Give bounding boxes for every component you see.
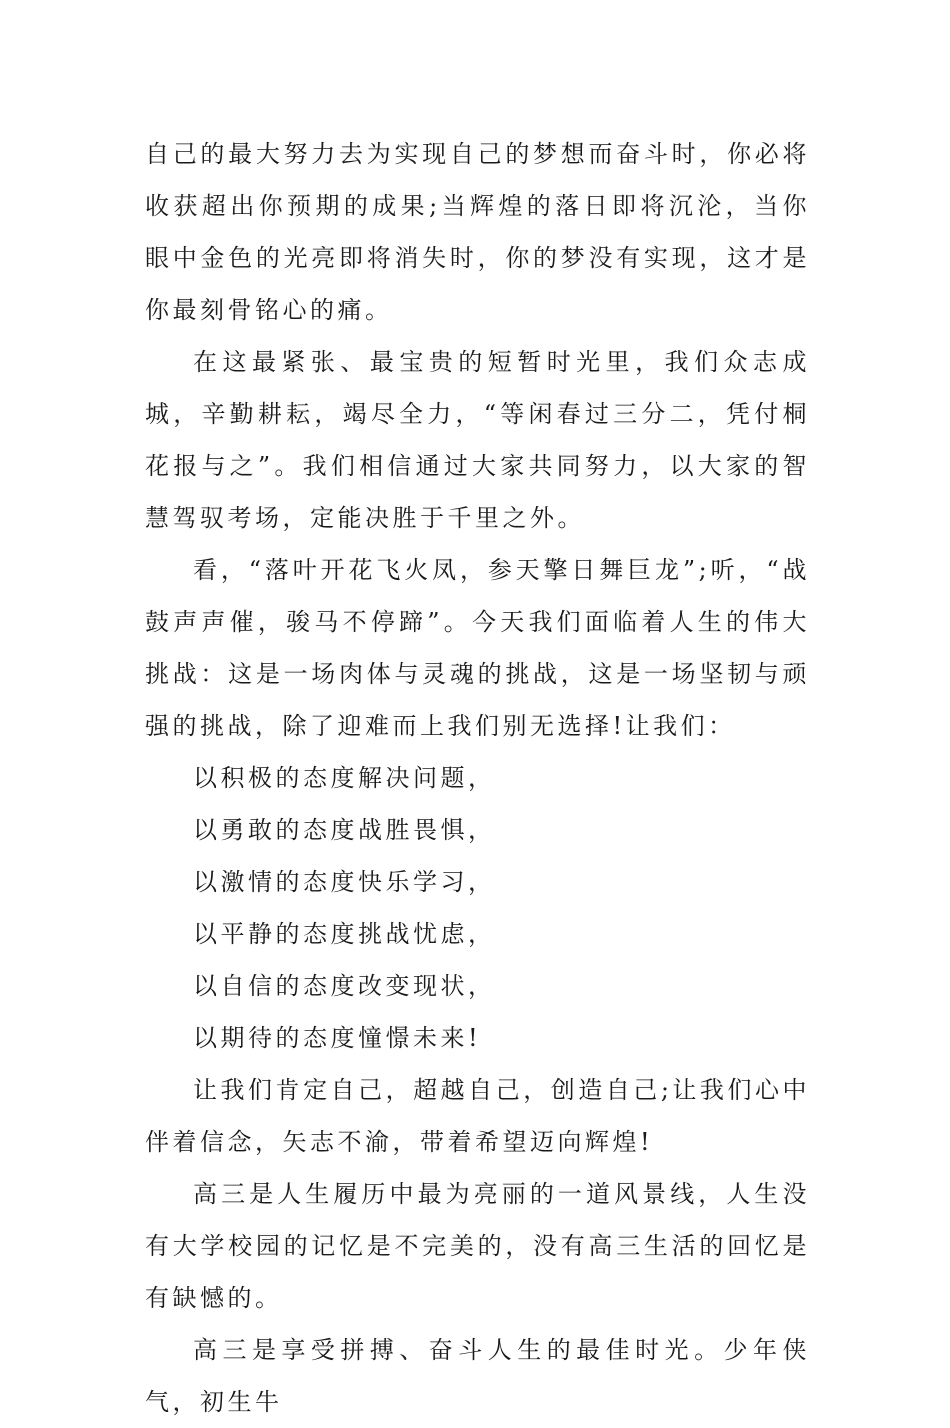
paragraph-senior-year-scenery: 高三是人生履历中最为亮丽的一道风景线，人生没有大学校园的记忆是不完美的，没有高三生活的回忆是有缺憾的。	[145, 1180, 810, 1312]
paragraph-precious-time: 在这最紧张、最宝贵的短暂时光里，我们众志成城，辛勤耕耘，竭尽全力，“等闲春过三分二，凭付桐花报与之”。我们相信通过大家共同努力，以大家的智慧驾驭考场，定能决胜于千里之外。	[145, 348, 810, 532]
list-item-brave-attitude: 以勇敢的态度战胜畏惧，	[193, 816, 496, 844]
paragraph-dream-effort: 自己的最大努力去为实现自己的梦想而奋斗时，你必将收获超出你预期的成果;当辉煌的落日即将沉沦，当你眼中金色的光亮即将消失时，你的梦没有实现，这才是你最刻骨铭心的痛。	[145, 140, 810, 324]
list-item-positive-attitude: 以积极的态度解决问题，	[193, 764, 496, 792]
paragraph-senior-year-best-time: 高三是享受拼搏、奋斗人生的最佳时光。少年侠气，初生牛	[145, 1336, 810, 1416]
paragraph-affirm-ourselves: 让我们肯定自己，超越自己，创造自己;让我们心中伴着信念，矢志不渝，带着希望迈向辉煌!	[145, 1076, 810, 1156]
list-item-confident-attitude: 以自信的态度改变现状，	[193, 972, 496, 1000]
paragraph-great-challenge: 看，“落叶开花飞火凤，参天擎日舞巨龙”;听，“战鼓声声催，骏马不停蹄”。今天我们面临着人生的伟大挑战：这是一场肉体与灵魂的挑战，这是一场坚韧与顽强的挑战，除了迎难而上我们别无选择!让我们：	[145, 556, 810, 740]
list-item-hopeful-attitude: 以期待的态度憧憬未来!	[193, 1024, 482, 1052]
list-item-calm-attitude: 以平静的态度挑战忧虑，	[193, 920, 496, 948]
document-body	[145, 128, 810, 1428]
list-item-passion-attitude: 以激情的态度快乐学习，	[193, 868, 496, 896]
